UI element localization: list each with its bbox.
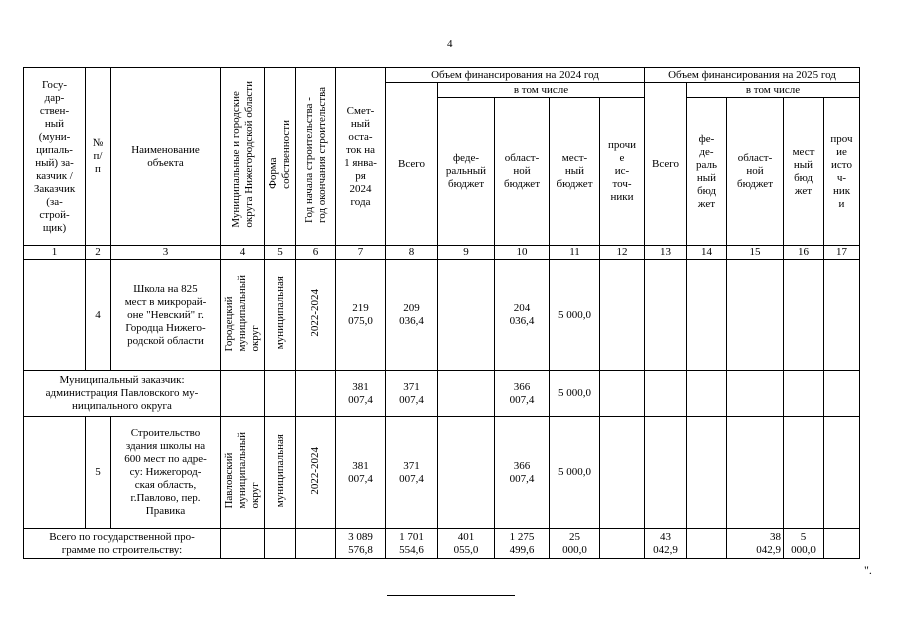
cell-total-2024: 371 007,4 <box>386 417 438 529</box>
header-customer: Госу- дар- ствен- ный (муни- ципаль- ный) за- казчик / Заказчик (за- строй- щик) <box>24 68 86 246</box>
cell-empty <box>296 371 336 417</box>
header-fin-2024: Объем финансирования на 2024 год <box>386 68 645 83</box>
cell-total-2024: 1 701 554,6 <box>386 529 438 559</box>
cell-other-2024 <box>600 371 645 417</box>
cell-local-2024: 5 000,0 <box>550 417 600 529</box>
header-years <box>296 68 336 246</box>
cell-total-2025 <box>645 260 687 371</box>
column-number: 17 <box>824 246 860 260</box>
cell-empty <box>24 417 86 529</box>
cell-federal-2025 <box>687 371 727 417</box>
column-number-row <box>24 246 860 260</box>
cell-other-2025 <box>824 260 860 371</box>
cell-local-2025 <box>784 371 824 417</box>
cell-total-2024: 371 007,4 <box>386 371 438 417</box>
header-regional-2024: област- ной бюджет <box>495 98 550 246</box>
cell-regional-2025 <box>727 371 784 417</box>
cell-estimate: 381 007,4 <box>336 371 386 417</box>
table-row-school-4 <box>24 260 860 371</box>
header-other-2024: прочи е ис- точ- ники <box>600 98 645 246</box>
cell-local-2024: 5 000,0 <box>550 371 600 417</box>
cell-regional-2025 <box>727 260 784 371</box>
cell-customer-label: Муниципальный заказчик: администрация Павловского му- ниципального округа <box>24 371 221 417</box>
column-number: 13 <box>645 246 687 260</box>
cell-federal-2024 <box>438 417 495 529</box>
cell-regional-2025: 38 042,9 <box>727 529 784 559</box>
column-number: 6 <box>296 246 336 260</box>
header-regional-2025: област- ной бюджет <box>727 98 784 246</box>
column-number: 11 <box>550 246 600 260</box>
cell-empty <box>221 371 265 417</box>
column-number: 15 <box>727 246 784 260</box>
cell-object-name: Школа на 825 мест в микрорай- оне "Невский" г. Городца Нижего- родской области <box>111 260 221 371</box>
cell-municipality-text: Городецкий муниципальный округ <box>223 274 261 352</box>
cell-empty <box>265 529 296 559</box>
cell-federal-2025 <box>687 417 727 529</box>
cell-local-2025: 5 000,0 <box>784 529 824 559</box>
financing-table <box>23 67 860 559</box>
cell-other-2024 <box>600 417 645 529</box>
header-including-2025: в том числе <box>687 83 860 98</box>
cell-other-2024 <box>600 529 645 559</box>
cell-years-text: 2022-2024 <box>309 446 321 495</box>
closing-quote-mark: ". <box>864 563 872 577</box>
column-number: 10 <box>495 246 550 260</box>
column-number: 14 <box>687 246 727 260</box>
cell-other-2025 <box>824 529 860 559</box>
cell-years-text: 2022-2024 <box>309 289 321 337</box>
cell-estimate: 381 007,4 <box>336 417 386 529</box>
cell-empty <box>221 529 265 559</box>
cell-federal-2024: 401 055,0 <box>438 529 495 559</box>
column-number: 3 <box>111 246 221 260</box>
cell-years <box>296 417 336 529</box>
column-number: 7 <box>336 246 386 260</box>
cell-local-2025 <box>784 417 824 529</box>
header-local-2025: мест ный бюд жет <box>784 98 824 246</box>
cell-empty <box>265 371 296 417</box>
cell-federal-2024 <box>438 260 495 371</box>
header-local-2024: мест- ный бюджет <box>550 98 600 246</box>
cell-regional-2024: 1 275 499,6 <box>495 529 550 559</box>
cell-estimate: 219 075,0 <box>336 260 386 371</box>
column-number: 12 <box>600 246 645 260</box>
table-row-customer-pavlovo <box>24 371 860 417</box>
column-number: 5 <box>265 246 296 260</box>
cell-ownership <box>265 417 296 529</box>
header-object-name: Наименование объекта <box>111 68 221 246</box>
header-years-text: Год начала строительства - год окончания строительства <box>302 86 328 223</box>
table-row-grand-total <box>24 529 860 559</box>
header-other-2025: проч ие исто ч- ник и <box>824 98 860 246</box>
header-federal-2025: фе- де- раль ный бюд жет <box>687 98 727 246</box>
cell-other-2025 <box>824 417 860 529</box>
header-municipality <box>221 68 265 246</box>
table-row-school-5 <box>24 417 860 529</box>
cell-local-2024: 5 000,0 <box>550 260 600 371</box>
cell-total-2024: 209 036,4 <box>386 260 438 371</box>
column-number: 2 <box>86 246 111 260</box>
cell-federal-2025 <box>687 260 727 371</box>
column-number: 1 <box>24 246 86 260</box>
cell-local-2025 <box>784 260 824 371</box>
header-fin-2025: Объем финансирования на 2025 год <box>645 68 860 83</box>
cell-ownership-text: муниципальная <box>273 433 286 508</box>
cell-total-2025 <box>645 417 687 529</box>
cell-total-2025 <box>645 371 687 417</box>
cell-municipality-text: Павловский муниципальный округ <box>223 432 261 509</box>
header-including-2024: в том числе <box>438 83 645 98</box>
cell-regional-2024: 366 007,4 <box>495 417 550 529</box>
cell-other-2025 <box>824 371 860 417</box>
cell-total-2025: 43 042,9 <box>645 529 687 559</box>
header-total-2024: Всего <box>386 83 438 246</box>
cell-other-2024 <box>600 260 645 371</box>
header-ownership-text: Форма собственности <box>267 120 292 189</box>
header-num: № п/ п <box>86 68 111 246</box>
cell-ownership <box>265 260 296 371</box>
cell-federal-2024 <box>438 371 495 417</box>
cell-num: 4 <box>86 260 111 371</box>
page-number: 4 <box>447 38 453 50</box>
cell-empty <box>296 529 336 559</box>
header-federal-2024: феде- ральный бюджет <box>438 98 495 246</box>
cell-regional-2024: 366 007,4 <box>495 371 550 417</box>
cell-regional-2025 <box>727 417 784 529</box>
cell-municipality <box>221 417 265 529</box>
header-municipality-text: Муниципальные и городские округа Нижегородской области <box>229 81 255 228</box>
cell-empty <box>24 260 86 371</box>
footer-divider <box>387 595 515 596</box>
cell-years <box>296 260 336 371</box>
cell-federal-2025 <box>687 529 727 559</box>
header-ownership <box>265 68 296 246</box>
cell-estimate: 3 089 576,8 <box>336 529 386 559</box>
cell-local-2024: 25 000,0 <box>550 529 600 559</box>
cell-regional-2024: 204 036,4 <box>495 260 550 371</box>
column-number: 4 <box>221 246 265 260</box>
cell-municipality <box>221 260 265 371</box>
header-total-2025: Всего <box>645 83 687 246</box>
column-number: 9 <box>438 246 495 260</box>
column-number: 8 <box>386 246 438 260</box>
cell-ownership-text: муниципальная <box>273 276 286 350</box>
cell-num: 5 <box>86 417 111 529</box>
header-estimate: Смет- ный оста- ток на 1 янва- ря 2024 года <box>336 68 386 246</box>
cell-object-name: Строительство здания школы на 600 мест по адре- су: Нижегород- ская область, г.Павлово, пер. Правика <box>111 417 221 529</box>
cell-grand-total-label: Всего по государственной про- грамме по строительству: <box>24 529 221 559</box>
column-number: 16 <box>784 246 824 260</box>
